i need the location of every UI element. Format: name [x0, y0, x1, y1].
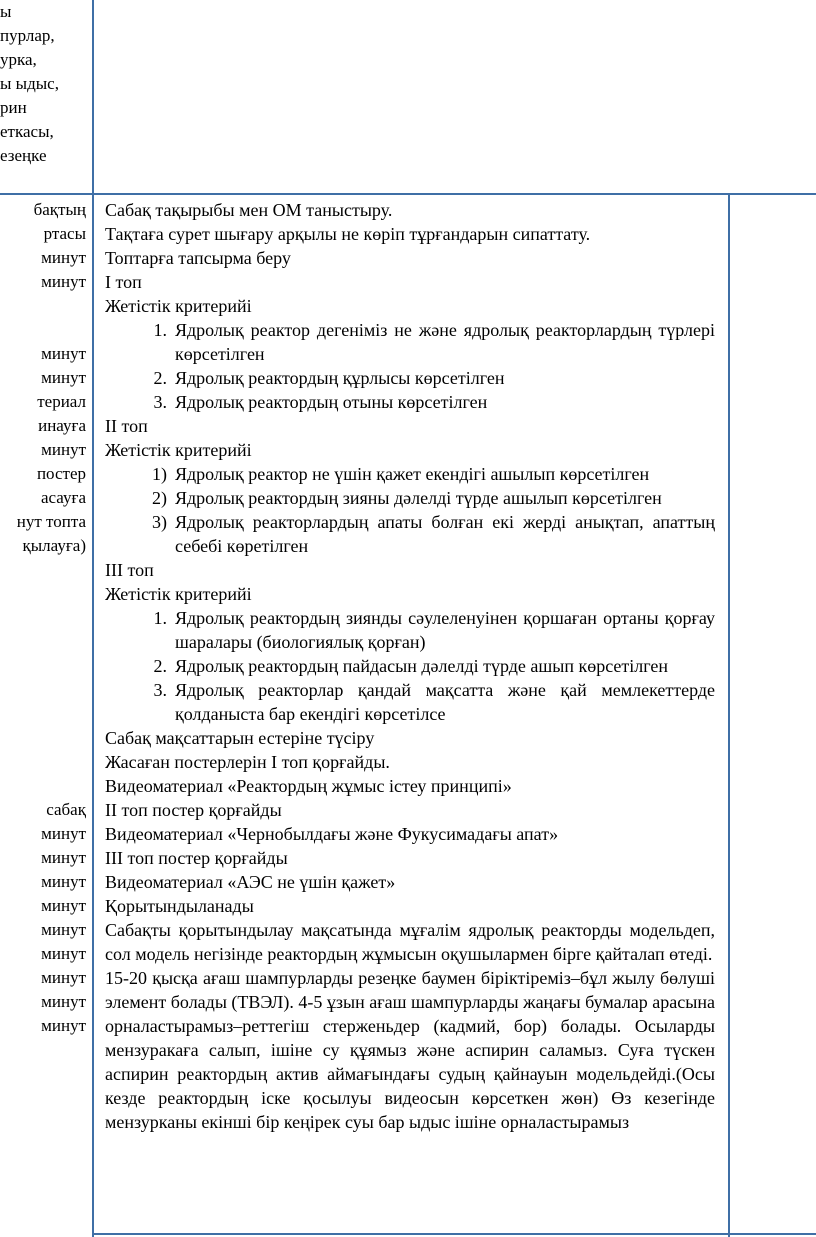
intro-line: Тақтаға сурет шығару арқылы не көріп тұрғандарын сипаттату. — [105, 224, 591, 244]
model-paragraph: 15-20 қысқа ағаш шампурларды резеңке баумен біріктіреміз–бұл жылу бөлуші элемент болады (ТВЭЛ). 4-5 ұзын ағаш шампурларды жаңағы бумалар арасына орналастырамыз–реттегіш стерженьдер (кадмий, бор) болады. Осыларды мензуракаға салып, ішіне су құямыз және аспирин саламыз. Суға түскен аспирин реактордың актив аймағындағы судың қайнауын модельдейді.(Осы кезде реактордың іске қосылуы видеосын көрсеткен жөн) Өз кезегінде мензурканы екінші бір кеңірек суы бар ыдыс ішіне орналастырамыз — [105, 968, 715, 1132]
stage-line: инауға — [38, 416, 86, 435]
stage-line: постер — [36, 464, 86, 483]
materials-line: рин — [0, 98, 27, 117]
stage-line: минут — [41, 272, 86, 291]
criteria-item — [105, 390, 715, 414]
table-border-left-col — [92, 0, 94, 1237]
stage-line: минут — [41, 248, 86, 267]
stage-line: минут — [41, 992, 86, 1011]
activity-line: ІІІ топ постер қорғайды — [105, 848, 288, 868]
group-title: ІІІ топ — [105, 560, 154, 580]
criteria-item — [105, 318, 715, 366]
item-number: 1) — [152, 464, 167, 484]
item-text: Ядролық реакторлардың апаты болған екі жерді анықтап, апаттың себебі көретілген — [175, 512, 715, 556]
criteria-item — [105, 510, 715, 558]
stage-line: нут топта — [16, 512, 86, 531]
item-text: Ядролық реактордың құрлысы көрсетілген — [175, 368, 505, 388]
criteria-item — [105, 462, 715, 486]
table-border-right — [728, 193, 730, 1237]
item-number: 3. — [153, 392, 167, 412]
stage-line: минут — [41, 872, 86, 891]
criteria-label: Жетістік критерийі — [105, 584, 252, 604]
activity-line: Қорытындыланады — [105, 896, 254, 916]
intro-line: Топтарға тапсырма беру — [105, 248, 291, 268]
materials-line: еткасы, — [0, 122, 54, 141]
materials-line: урка, — [0, 50, 37, 69]
stage-line: минут — [41, 1016, 86, 1035]
criteria-item — [105, 486, 715, 510]
criteria-label: Жетістік критерийі — [105, 296, 252, 316]
item-text: Ядролық реактордың зияны дәлелді түрде ашылып көрсетілген — [175, 488, 662, 508]
activity-line: Видеоматериал «Реактордың жұмыс істеу принципі» — [105, 776, 512, 796]
stage-line: минут — [41, 848, 86, 867]
stage-line: сабақ — [46, 800, 86, 819]
stage-line: минут — [41, 920, 86, 939]
materials-line: ы — [0, 2, 12, 21]
group-title: ІІ топ — [105, 416, 148, 436]
stage-line: минут — [41, 896, 86, 915]
activity-line: Видеоматериал «Чернобылдағы және Фукусимадағы апат» — [105, 824, 559, 844]
item-number: 1. — [153, 608, 167, 628]
materials-line: ы ыдыс, — [0, 74, 59, 93]
criteria-item — [105, 654, 715, 678]
item-number: 3) — [152, 512, 167, 532]
item-text: Ядролық реактордың зиянды сәулеленуінен қоршаған ортаны қорғау шаралары (биологиялық қорған) — [175, 608, 715, 652]
item-number: 3. — [153, 680, 167, 700]
item-number: 2. — [153, 368, 167, 388]
stage-line: минут — [41, 344, 86, 363]
stage-line: асауға — [41, 488, 86, 507]
stage-line: ртасы — [43, 224, 86, 243]
activity-line: ІІ топ постер қорғайды — [105, 800, 282, 820]
stage-line: минут — [41, 368, 86, 387]
criteria-item — [105, 678, 715, 726]
criteria-label: Жетістік критерийі — [105, 440, 252, 460]
stage-line: минут — [41, 824, 86, 843]
criteria-item — [105, 366, 715, 390]
materials-line: пурлар, — [0, 26, 55, 45]
table-border-row — [0, 193, 816, 195]
activity-column — [105, 198, 715, 1134]
stage-line: минут — [41, 944, 86, 963]
materials-cell — [0, 0, 92, 168]
criteria-item — [105, 606, 715, 654]
activity-line: Сабақ мақсаттарын естеріне түсіру — [105, 728, 375, 748]
item-text: Ядролық реакторлар қандай мақсатта және қай мемлекеттерде қолданыста бар екендігі көрсетілсе — [175, 680, 715, 724]
stage-column — [0, 198, 86, 1038]
item-number: 1. — [153, 320, 167, 340]
item-number: 2) — [152, 488, 167, 508]
stage-line: қылауға) — [22, 536, 86, 555]
stage-line: териал — [37, 392, 86, 411]
stage-line: минут — [41, 440, 86, 459]
item-text: Ядролық реактор дегеніміз не және ядролық реакторлардың түрлері көрсетілген — [175, 320, 715, 364]
activity-line: Видеоматериал «АЭС не үшін қажет» — [105, 872, 396, 892]
item-text: Ядролық реактор не үшін қажет екендігі ашылып көрсетілген — [175, 464, 650, 484]
item-number: 2. — [153, 656, 167, 676]
summary-paragraph: Сабақты қорытындылау мақсатында мұғалім ядролық реакторды модельдеп, сол модель негізінде реактордың жұмысын оқушылармен бірге қайталап өтеді. — [105, 920, 715, 964]
group-title: І топ — [105, 272, 142, 292]
activity-line: Жасаған постерлерін І топ қорғайды. — [105, 752, 390, 772]
item-text: Ядролық реактордың пайдасын дәлелді түрде ашып көрсетілген — [175, 656, 669, 676]
materials-line: езеңке — [0, 146, 47, 165]
stage-line: минут — [41, 968, 86, 987]
table-border-bottom — [92, 1233, 816, 1235]
intro-line: Сабақ тақырыбы мен ОМ таныстыру. — [105, 200, 393, 220]
stage-line: бақтың — [33, 200, 86, 219]
item-text: Ядролық реактордың отыны көрсетілген — [175, 392, 488, 412]
